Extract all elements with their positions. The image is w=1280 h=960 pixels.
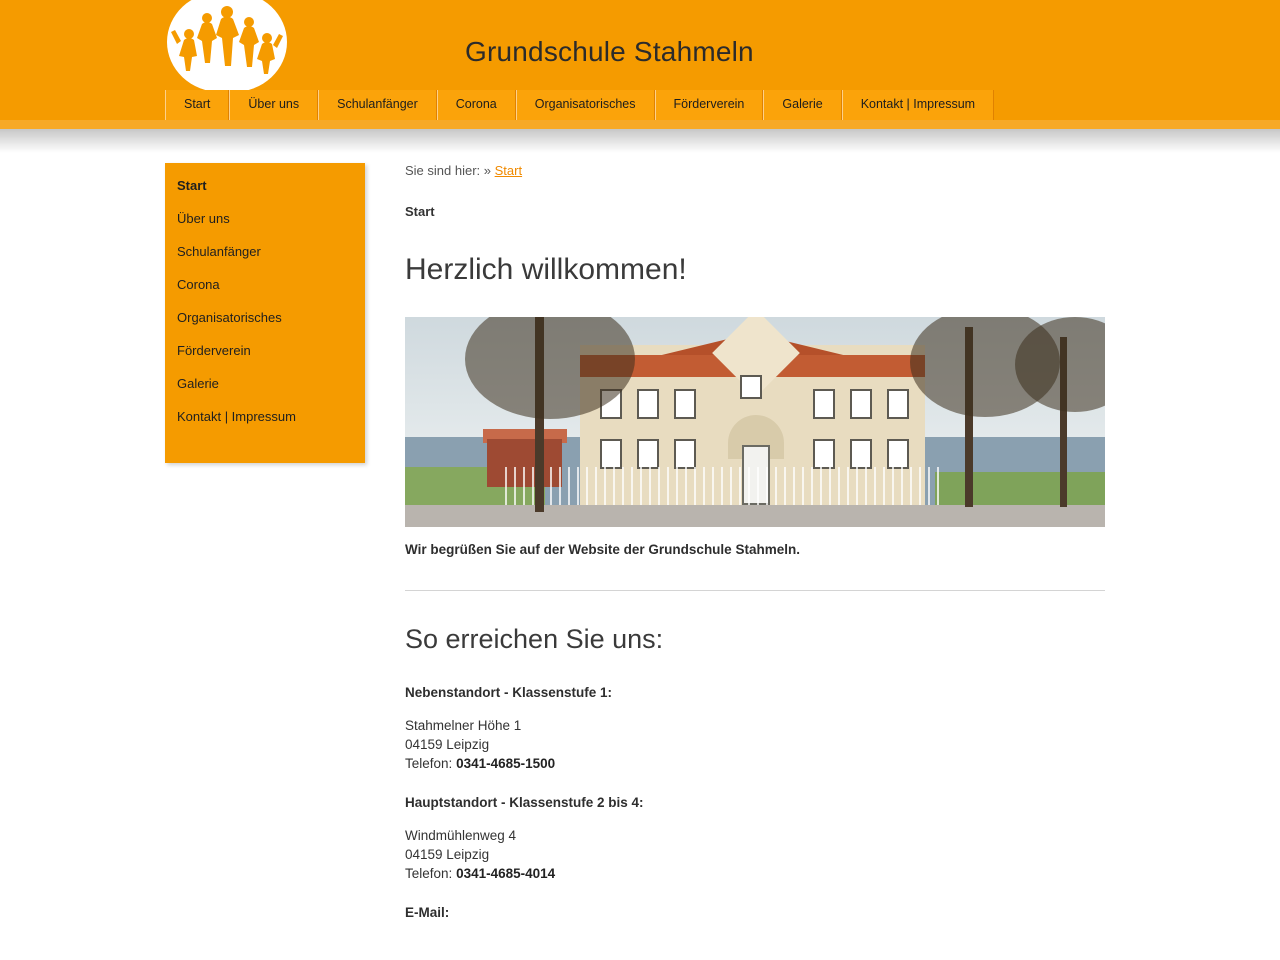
site-header xyxy=(0,0,1280,92)
photo-window xyxy=(637,439,659,469)
breadcrumb-link-start[interactable]: Start xyxy=(494,163,523,178)
phone-label: Telefon: xyxy=(405,866,453,881)
contact-heading: So erreichen Sie uns: xyxy=(405,624,664,654)
tab-kontakt-impressum[interactable]: Kontakt | Impressum xyxy=(842,90,994,120)
location-phone-row xyxy=(405,754,1105,773)
content-divider xyxy=(405,590,1105,591)
sidebar-item-galerie[interactable]: Galerie xyxy=(177,376,219,391)
breadcrumb xyxy=(405,163,1105,178)
location-street: Stahmelner Höhe 1 xyxy=(405,718,522,733)
sidebar-item-organisatorisches[interactable]: Organisatorisches xyxy=(177,310,282,325)
sidebar-item-f-rderverein[interactable]: Förderverein xyxy=(177,343,251,358)
sidebar-item-ber-uns[interactable]: Über uns xyxy=(177,211,230,226)
tab-organisatorisches[interactable]: Organisatorisches xyxy=(516,90,655,120)
location-address xyxy=(405,826,1105,883)
top-navigation xyxy=(0,90,1280,120)
contact-locations xyxy=(405,685,1105,883)
page-heading-label: Start xyxy=(405,204,435,219)
location-city: 04159 Leipzig xyxy=(405,737,490,752)
sidebar-item-corona[interactable]: Corona xyxy=(177,277,220,292)
photo-ground xyxy=(405,505,1105,527)
school-building-photo xyxy=(405,317,1105,527)
nav-underbar xyxy=(0,120,1280,129)
tab-corona[interactable]: Corona xyxy=(437,90,516,120)
welcome-heading: Herzlich willkommen! xyxy=(405,253,687,286)
header-shadow xyxy=(0,129,1280,153)
photo-window xyxy=(813,389,835,419)
photo-window xyxy=(887,389,909,419)
tab-f-rderverein[interactable]: Förderverein xyxy=(655,90,764,120)
location-title: Hauptstandort - Klassenstufe 2 bis 4: xyxy=(405,795,644,810)
tab-start[interactable]: Start xyxy=(165,90,229,120)
photo-window xyxy=(813,439,835,469)
location-title: Nebenstandort - Klassenstufe 1: xyxy=(405,685,613,700)
tab-galerie[interactable]: Galerie xyxy=(763,90,841,120)
logo-children-icon xyxy=(167,0,287,92)
location-address xyxy=(405,716,1105,773)
location-city: 04159 Leipzig xyxy=(405,847,490,862)
photo-fence xyxy=(505,467,945,507)
email-label: E-Mail: xyxy=(405,905,450,920)
page-title: Grundschule Stahmeln xyxy=(465,36,754,67)
location-phone-row xyxy=(405,864,1105,883)
breadcrumb-prefix: Sie sind hier: » xyxy=(405,163,491,178)
sidebar-item-start[interactable]: Start xyxy=(177,178,207,193)
sidebar-item-schulanf-nger[interactable]: Schulanfänger xyxy=(177,244,261,259)
tab-schulanf-nger[interactable]: Schulanfänger xyxy=(318,90,437,120)
photo-window xyxy=(740,375,762,399)
location-street: Windmühlenweg 4 xyxy=(405,828,517,843)
photo-window xyxy=(637,389,659,419)
tab-ber-uns[interactable]: Über uns xyxy=(229,90,318,120)
main-content xyxy=(405,163,1105,936)
photo-window xyxy=(887,439,909,469)
photo-window xyxy=(600,439,622,469)
photo-window xyxy=(674,389,696,419)
photo-window xyxy=(850,439,872,469)
photo-window xyxy=(850,389,872,419)
photo-caption: Wir begrüßen Sie auf der Website der Grundschule Stahmeln. xyxy=(405,542,800,557)
phone-number: 0341-4685-1500 xyxy=(456,756,556,771)
photo-window xyxy=(674,439,696,469)
sidebar-item-kontakt-impressum[interactable]: Kontakt | Impressum xyxy=(177,409,296,424)
phone-label: Telefon: xyxy=(405,756,453,771)
phone-number: 0341-4685-4014 xyxy=(456,866,556,881)
school-logo[interactable] xyxy=(167,0,287,92)
sidebar-navigation xyxy=(165,163,365,463)
